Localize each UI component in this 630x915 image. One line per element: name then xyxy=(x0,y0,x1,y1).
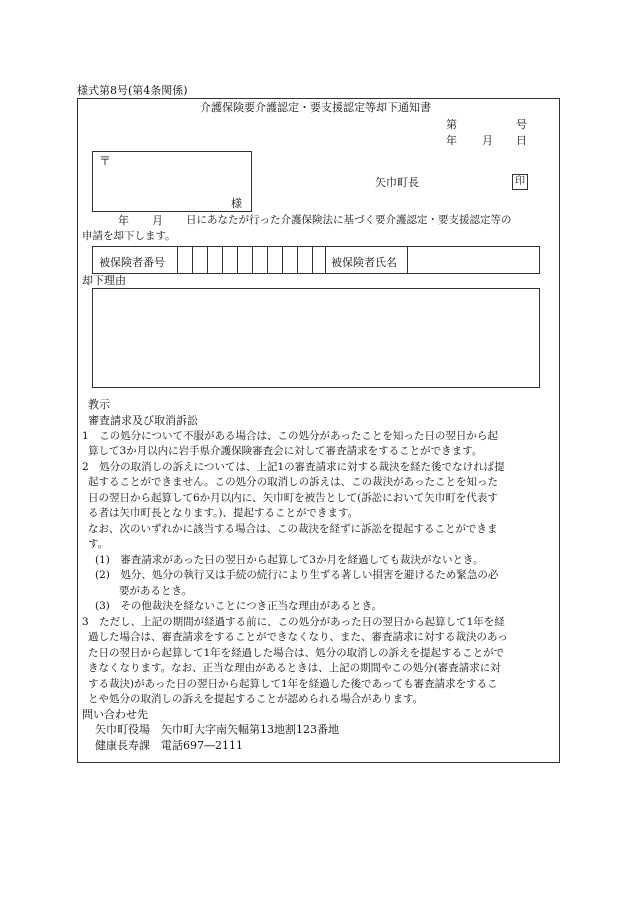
notice-title: 介護保険要介護認定・要支援認定等却下通知書 xyxy=(200,101,431,114)
instruction-line: (2) 処分、処分の執行又は手続の続行により生ずる著しい損害を避けるため緊急の必 xyxy=(95,569,499,581)
insured-info-row xyxy=(92,246,540,274)
number-digit-cell xyxy=(192,247,193,273)
address-honorific: 様 xyxy=(231,197,242,210)
instruction-line: (3) その他裁決を経ないことにつき正当な理由があるとき。 xyxy=(95,600,383,612)
form-number: 様式第8号(第4条関係) xyxy=(77,84,188,97)
instruction-line: とや処分の取消しの訴えを提起することが認められる場合があります。 xyxy=(88,693,424,705)
postal-mark: 〒 xyxy=(99,154,112,168)
instruction-line: きなくなります。なお、正当な理由があるときは、上記の期間やこの処分(審査請求に対 xyxy=(88,662,501,674)
instruction-line: 日の翌日から起算して6か月以内に、矢巾町を被告として(訴訟において矢巾町を代表す xyxy=(88,492,498,504)
issuer-name: 矢巾町長 xyxy=(375,176,419,189)
contact-label: 問い合わせ先 xyxy=(82,708,148,721)
name-label-cell xyxy=(325,247,326,273)
instruction-subheading: 審査請求及び取消訴訟 xyxy=(88,414,198,427)
notice-month: 月 xyxy=(152,214,163,227)
instruction-line: 3 ただし、上記の期間が経過する前に、この処分があった日の翌日から起算して1年を経 xyxy=(82,616,505,628)
instruction-line: (1) 審査請求があった日の翌日から起算して3か月を経過しても裁決がないとき。 xyxy=(95,554,484,566)
number-digit-cell xyxy=(252,247,253,273)
rejection-reason-box xyxy=(92,288,540,388)
address-box xyxy=(92,151,252,212)
doc-number-prefix: 第 xyxy=(446,118,457,131)
rejection-reason-label: 却下理由 xyxy=(82,274,126,287)
instruction-line: た日の翌日から起算して1年を経過した場合は、処分の取消しの訴えを提起することがで xyxy=(88,647,505,659)
contact-office: 矢巾町役場 矢巾町大字南矢幅第13地割123番地 xyxy=(95,723,339,736)
number-digit-cell xyxy=(297,247,298,273)
number-digit-cell xyxy=(312,247,313,273)
name-value-cell xyxy=(407,247,408,273)
insured-name-label: 被保険者氏名 xyxy=(331,256,397,269)
instruction-line: す。 xyxy=(88,538,109,550)
number-digit-cell xyxy=(177,247,178,273)
notice-text-line1: 日にあなたが行った介護保険法に基づく要介護認定・要支援認定等の xyxy=(186,214,512,226)
number-digit-cell xyxy=(237,247,238,273)
number-digit-cell xyxy=(207,247,208,273)
contact-dept: 健康長寿課 電話697―2111 xyxy=(95,739,243,752)
notice-text-line2: 申請を却下します。 xyxy=(82,230,176,242)
instruction-line: なお、次のいずれかに該当する場合は、この裁決を経ずに訴訟を提起することができま xyxy=(88,523,498,535)
date-month: 月 xyxy=(482,134,493,147)
number-digit-cell xyxy=(222,247,223,273)
date-year: 年 xyxy=(446,134,457,147)
number-digit-cell xyxy=(282,247,283,273)
date-day: 日 xyxy=(516,134,527,147)
number-digit-cell xyxy=(267,247,268,273)
instruction-line: 2 処分の取消しの訴えについては、上記1の審査請求に対する裁決を経た後でなければ提 xyxy=(82,461,505,473)
seal-mark: 印 xyxy=(512,174,528,190)
instruction-line: 起することができません。この処分の取消しの訴えは、この裁決があったことを知った xyxy=(88,476,499,488)
instruction-line: 要があるとき。 xyxy=(119,585,193,597)
instruction-line: する裁決)があった日の翌日から起算して1年を経過した後であっても審査請求をするこ xyxy=(88,678,498,690)
instruction-line: る者は矢巾町長となります。)、提起することができます。 xyxy=(88,507,359,519)
instruction-line: 過した場合は、審査請求をすることができなくなり、また、審査請求に対する裁決のあっ xyxy=(88,631,508,643)
doc-number-suffix: 号 xyxy=(516,118,527,131)
instruction-line: 算して3か月以内に岩手県介護保険審査会に対して審査請求をすることができます。 xyxy=(88,445,483,457)
instruction-heading: 教示 xyxy=(88,398,110,411)
instruction-line: 1 この処分について不服がある場合は、この処分があったことを知った日の翌日から起 xyxy=(82,430,498,442)
insured-number-label: 被保険者番号 xyxy=(99,256,165,269)
notice-year: 年 xyxy=(118,214,129,227)
